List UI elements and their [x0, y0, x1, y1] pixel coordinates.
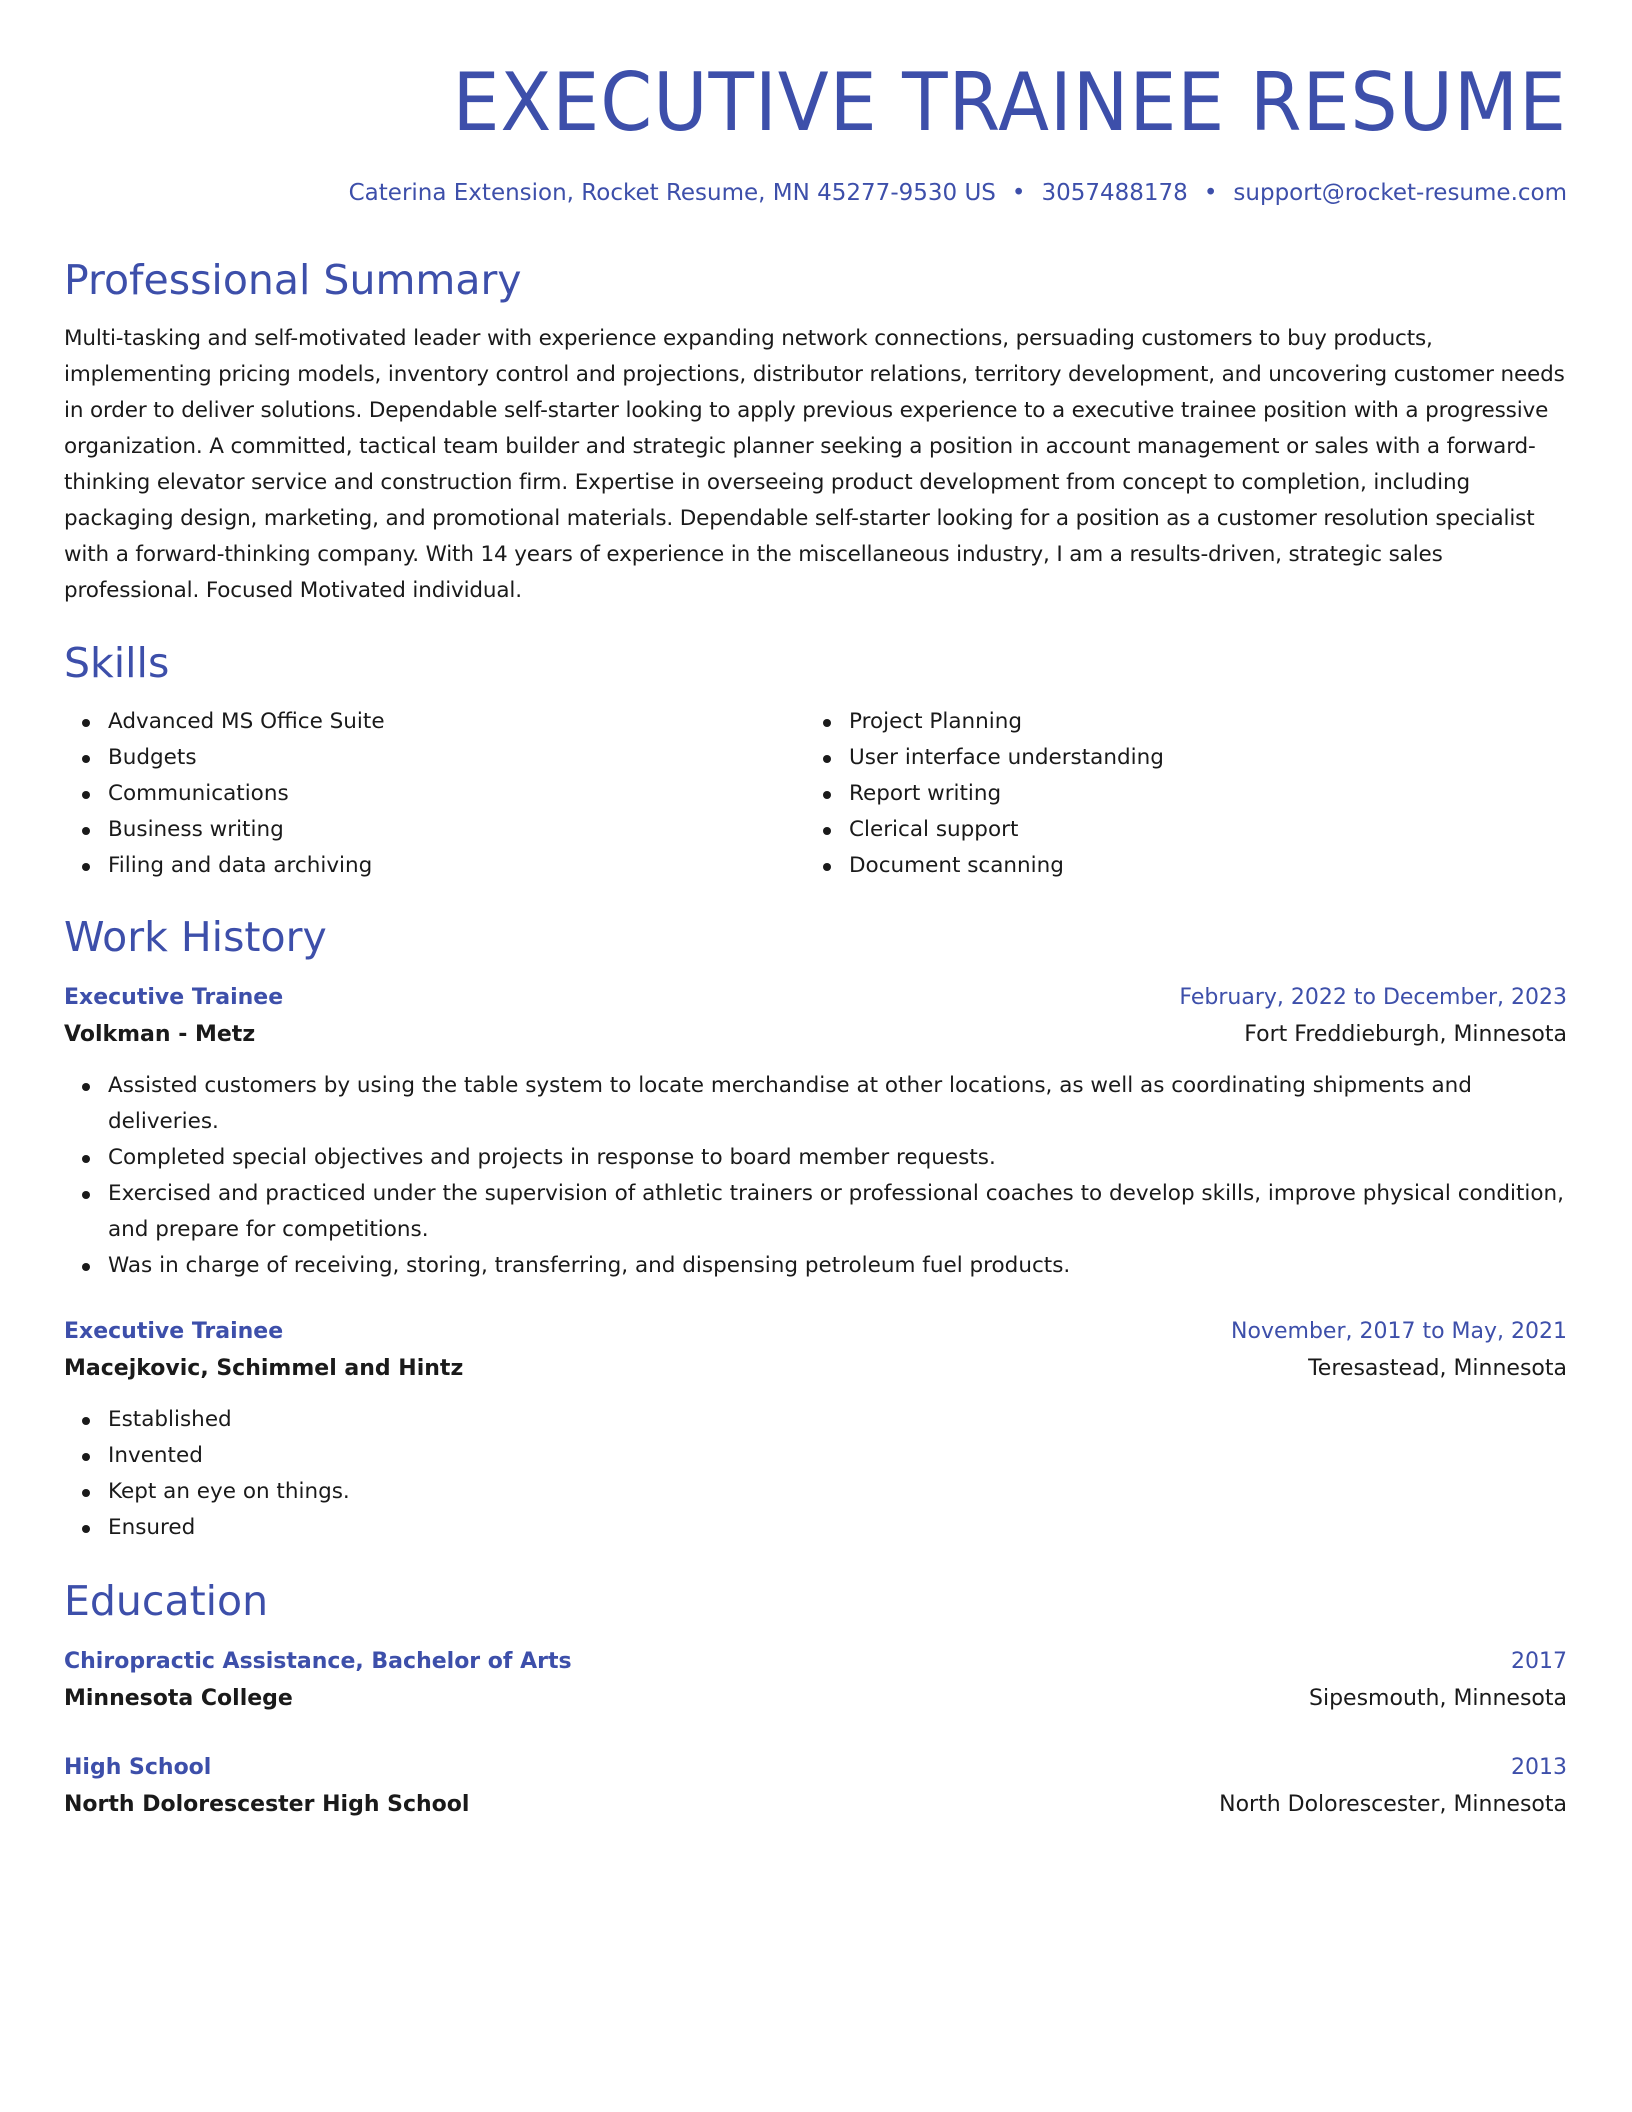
entry-row [64, 1786, 1567, 1824]
contact-email: support@rocket-resume.com [1233, 180, 1567, 206]
education-location: North Dolorescester, Minnesota [1219, 1792, 1567, 1817]
education-degree: High School [64, 1755, 212, 1780]
resume-page [64, 0, 1567, 1824]
skill-item: Report writing [805, 776, 1546, 812]
job-bullet: Was in charge of receiving, storing, transferring, and dispensing petroleum fuel products. [64, 1248, 1567, 1284]
job-bullet: Assisted customers by using the table system to locate merchandise at other locations, as well as coordinating shipments and deliveries. [64, 1068, 1567, 1140]
entry-row [64, 980, 1567, 1016]
contact-address: Caterina Extension, Rocket Resume, MN 45277-9530 US [348, 180, 996, 206]
skill-item: Communications [64, 776, 805, 812]
summary-text: Multi-tasking and self-motivated leader with experience expanding network connections, persuading customers to buy products, implementing pricing models, inventory control and projections, distributor relations, territory development, and uncovering customer needs in order to deliver solutions. Dependable self-starter looking to apply previous experience to a executive trainee position with a progressive organization. A committed, tactical team builder and strategic planner seeking a position in account management or sales with a forward-thinking elevator service and construction firm. Expertise in overseeing product development from concept to completion, including packaging design, marketing, and promotional materials. Dependable self-starter looking for a position as a customer resolution specialist with a forward-thinking company. With 14 years of experience in the miscellaneous industry, I am a results-driven, strategic sales professional. Focused Motivated individual. [64, 326, 1565, 603]
work-history-heading: Work History [64, 913, 327, 961]
contact-phone: 3057488178 [1041, 180, 1188, 206]
education-entry [64, 1644, 1567, 1718]
education-entry [64, 1750, 1567, 1824]
job-bullets [64, 1068, 1567, 1284]
resume-header [64, 0, 1567, 208]
job-bullets [64, 1402, 1567, 1546]
education-year: 2013 [1511, 1755, 1567, 1780]
summary-heading: Professional Summary [64, 256, 522, 304]
education-school: North Dolorescester High School [64, 1792, 470, 1817]
job-bullet: Established [64, 1402, 1567, 1438]
job-bullet: Invented [64, 1438, 1567, 1474]
entry-row [64, 1016, 1567, 1054]
skill-item: Document scanning [805, 848, 1546, 884]
entry-row [64, 1350, 1567, 1388]
skill-item: Business writing [64, 812, 805, 848]
entry-row [64, 1314, 1567, 1350]
skill-item: Budgets [64, 740, 805, 776]
education-year: 2017 [1511, 1649, 1567, 1674]
skills-column-left [64, 704, 805, 884]
job-bullet: Kept an eye on things. [64, 1474, 1567, 1510]
education-heading: Education [64, 1577, 269, 1625]
education-degree: Chiropractic Assistance, Bachelor of Arts [64, 1649, 572, 1674]
skills-list [64, 704, 1567, 884]
job-title: Executive Trainee [64, 985, 284, 1010]
education-location: Sipesmouth, Minnesota [1309, 1686, 1567, 1711]
work-entry [64, 980, 1567, 1284]
contact-separator: • [1011, 180, 1026, 206]
job-bullet: Exercised and practiced under the supervision of athletic trainers or professional coaches to develop skills, improve physical condition, and prepare for competitions. [64, 1176, 1567, 1248]
education-school: Minnesota College [64, 1686, 293, 1711]
skill-item: Project Planning [805, 704, 1546, 740]
skill-item: Filing and data archiving [64, 848, 805, 884]
job-bullet: Completed special objectives and projects in response to board member requests. [64, 1140, 1567, 1176]
entry-row [64, 1644, 1567, 1680]
job-company: Macejkovic, Schimmel and Hintz [64, 1356, 464, 1381]
job-company: Volkman - Metz [64, 1022, 256, 1047]
skill-item: Clerical support [805, 812, 1546, 848]
skills-column-right [805, 704, 1546, 884]
resume-title: EXECUTIVE TRAINEE RESUME [452, 56, 1567, 149]
job-dates: February, 2022 to December, 2023 [1179, 985, 1567, 1010]
job-bullet: Ensured [64, 1510, 1567, 1546]
job-location: Fort Freddieburgh, Minnesota [1244, 1022, 1567, 1047]
job-dates: November, 2017 to May, 2021 [1231, 1319, 1567, 1344]
skill-item: User interface understanding [805, 740, 1546, 776]
entry-row [64, 1680, 1567, 1718]
work-entry [64, 1314, 1567, 1546]
entry-row [64, 1750, 1567, 1786]
skill-item: Advanced MS Office Suite [64, 704, 805, 740]
job-title: Executive Trainee [64, 1319, 284, 1344]
contact-separator: • [1203, 180, 1218, 206]
skills-heading: Skills [64, 639, 170, 687]
job-location: Teresastead, Minnesota [1308, 1356, 1567, 1381]
contact-line [64, 178, 1567, 208]
